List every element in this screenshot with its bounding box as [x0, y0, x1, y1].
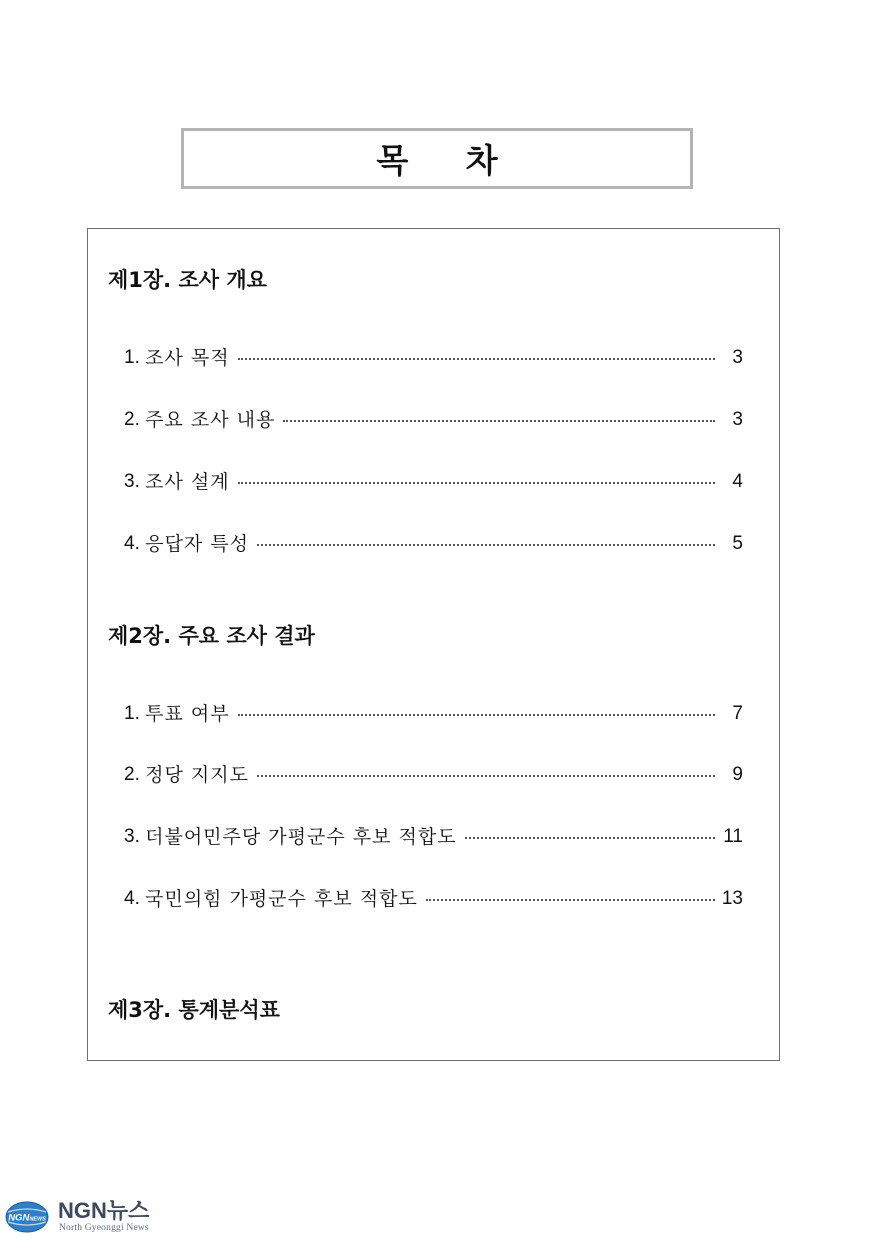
toc-entry[interactable] — [124, 762, 743, 788]
entry-number: 1. — [124, 703, 146, 724]
toc-entry[interactable] — [124, 824, 743, 850]
dot-leader — [283, 420, 715, 422]
toc-entry[interactable] — [124, 345, 743, 371]
dot-leader — [426, 899, 715, 901]
entry-number: 2. — [124, 409, 146, 430]
dot-leader — [238, 482, 715, 484]
entry-label: 더불어민주당 가평군수 후보 적합도 — [145, 826, 457, 848]
entry-label: 조사 목적 — [145, 347, 230, 369]
entry-page-number: 4 — [732, 471, 743, 492]
toc-entry[interactable] — [124, 469, 743, 495]
chapter-3-heading: 제3장. 통계분석표 — [108, 998, 280, 1022]
entry-number: 1. — [124, 347, 146, 368]
logo-brand-name: NGN뉴스 — [58, 1198, 150, 1223]
globe-logo-icon — [4, 1200, 50, 1234]
entry-page-number: 5 — [732, 533, 743, 554]
toc-container — [87, 228, 780, 1061]
entry-number: 4. — [124, 533, 146, 554]
entry-page-number: 7 — [732, 703, 743, 724]
ngn-news-logo — [4, 1198, 174, 1238]
entry-page-number: 3 — [732, 409, 743, 430]
dot-leader — [238, 358, 715, 360]
toc-entry[interactable] — [124, 407, 743, 433]
entry-label: 응답자 특성 — [145, 533, 249, 555]
entry-page-number: 13 — [721, 888, 743, 909]
entry-label: 주요 조사 내용 — [145, 409, 276, 431]
entry-number: 2. — [124, 764, 146, 785]
chapter-1-heading: 제1장. 조사 개요 — [108, 268, 267, 292]
dot-leader — [257, 775, 715, 777]
toc-title: 목 차 — [376, 141, 498, 180]
entry-number: 3. — [124, 826, 146, 847]
logo-subtitle: North Gyeonggi News — [59, 1223, 149, 1233]
chapter-2-heading: 제2장. 주요 조사 결과 — [108, 624, 315, 648]
toc-entry[interactable] — [124, 886, 743, 912]
entry-label: 투표 여부 — [145, 703, 230, 725]
toc-title-box — [181, 128, 693, 189]
entry-label: 정당 지지도 — [145, 764, 249, 786]
dot-leader — [238, 714, 715, 716]
dot-leader — [465, 837, 715, 839]
entry-label: 국민의힘 가평군수 후보 적합도 — [145, 888, 418, 910]
svg-text:NGNNEWS: NGNNEWS — [8, 1212, 46, 1224]
entry-page-number: 9 — [732, 764, 743, 785]
toc-entry[interactable] — [124, 531, 743, 557]
entry-number: 4. — [124, 888, 146, 909]
entry-page-number: 11 — [723, 826, 743, 847]
toc-entry[interactable] — [124, 701, 743, 727]
entry-label: 조사 설계 — [145, 471, 230, 493]
dot-leader — [257, 544, 715, 546]
entry-number: 3. — [124, 471, 146, 492]
entry-page-number: 3 — [732, 347, 743, 368]
